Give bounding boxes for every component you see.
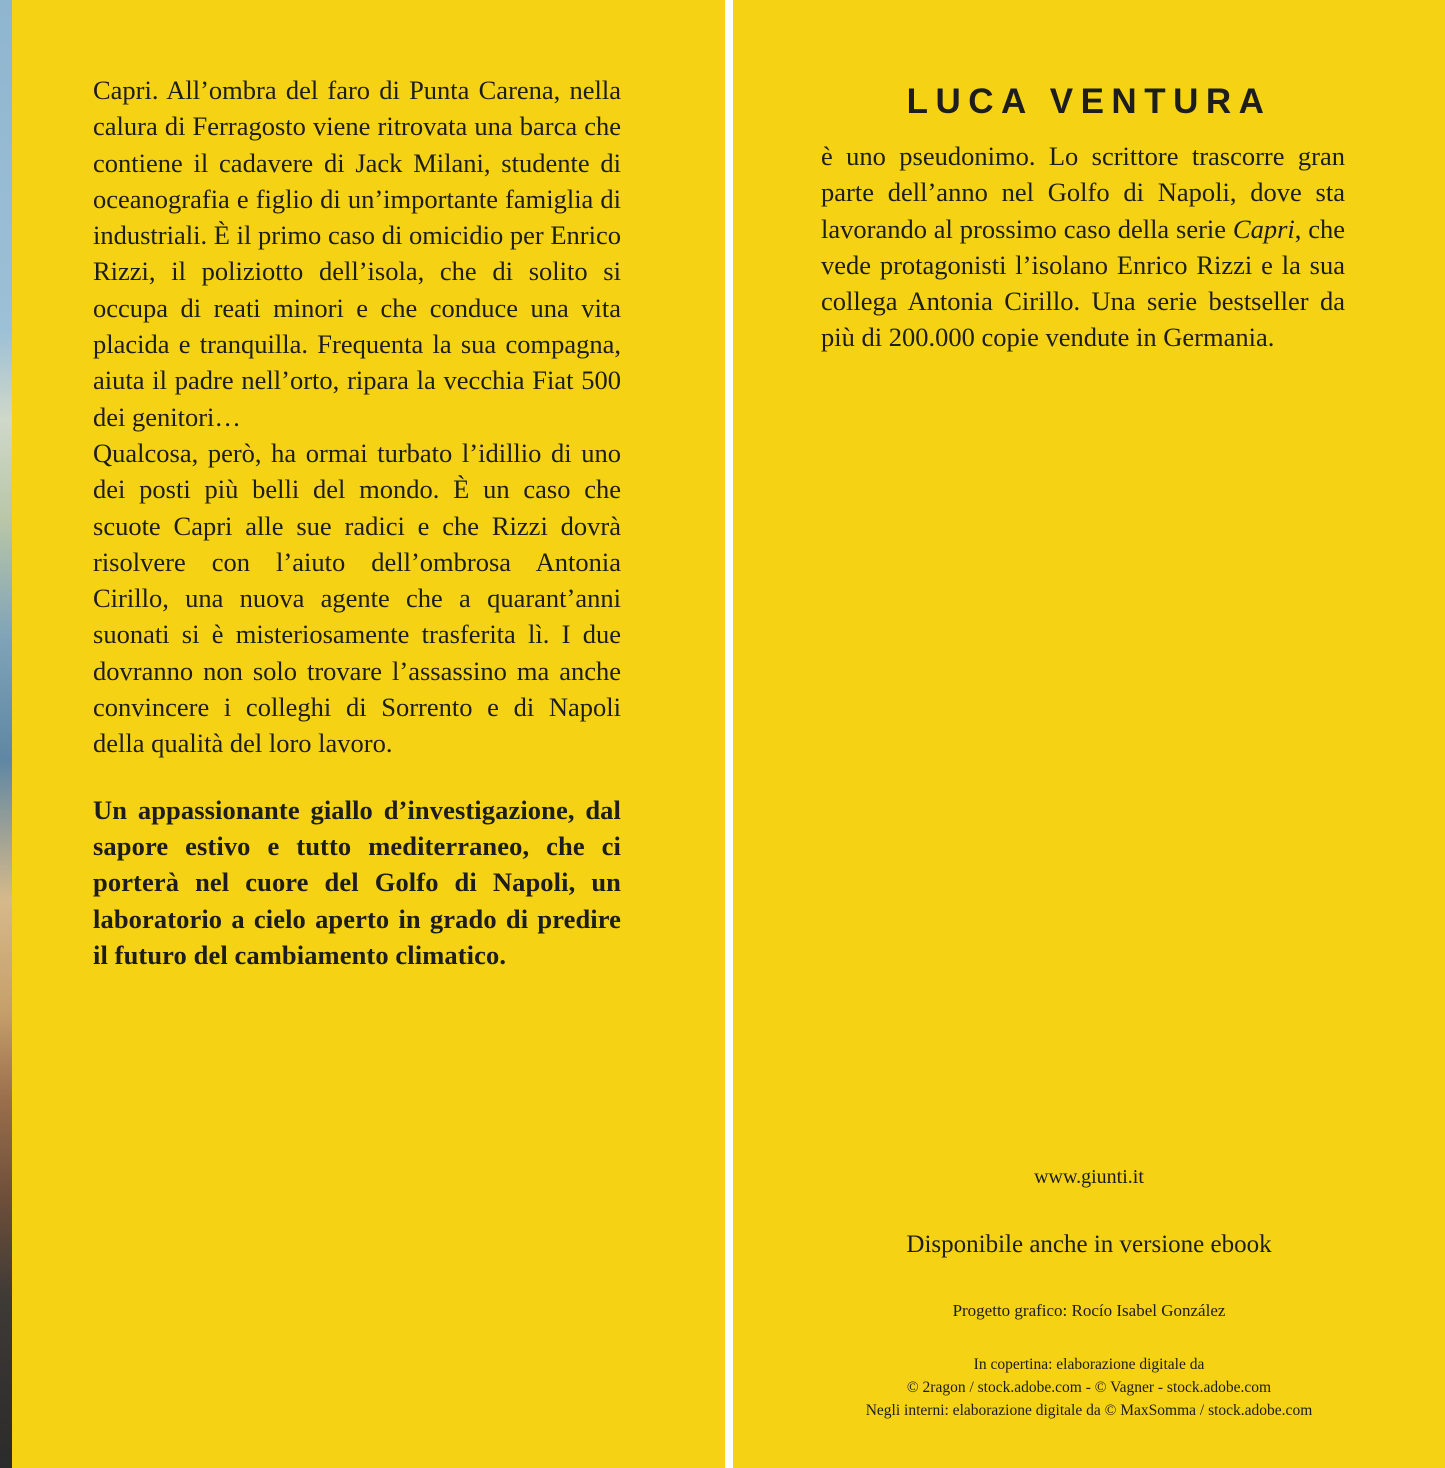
author-bio-text <box>821 138 1345 356</box>
author-bio-part1: è uno pseudonimo. Lo scrittore trascorre gran parte dell’anno nel Golfo di Napoli, dove sta lavorando al prossimo caso della serie <box>821 141 1345 244</box>
author-flap-panel <box>733 0 1445 1468</box>
series-title: Capri <box>1232 213 1295 244</box>
cover-credits <box>733 1353 1445 1422</box>
panel-divider <box>725 0 733 1468</box>
author-bio-part2: , che vede protagonisti l’isolano Enrico Rizzi e la sua collega Antonia Cirillo. Una serie bestseller da più di 200.000 copie vendute in Germania. <box>821 213 1346 353</box>
ebook-availability-note: Disponibile anche in versione ebook <box>906 1231 1272 1258</box>
blurb-paragraph-2: Qualcosa, però, ha ormai turbato l’idillio di uno dei posti più belli del mondo. È un caso che scuote Capri alle sue radici e che Rizzi dovrà risolvere con l’aiuto dell’ombrosa Antonia Cirillo, una nuova agente che a quarant’anni suonati si è misteriosamente trasferita lì. I due dovranno non solo trovare l’assassino ma anche convincere i colleghi di Sorrento e di Napoli della qualità del loro lavoro. <box>93 437 621 759</box>
cover-credit-line-3: Negli interni: elaborazione digitale da © MaxSomma / stock.adobe.com <box>865 1402 1313 1419</box>
blurb-paragraph-1: Capri. All’ombra del faro di Punta Carena, nella calura di Ferragosto viene ritrovata una barca che contiene il cadavere di Jack Milani, studente di oceanografia e figlio di un’importante famiglia di industriali. È il primo caso di omicidio per Enrico Rizzi, il poliziotto dell’isola, che di solito si occupa di reati minori e che conduce una vita placida e tranquilla. Frequenta la sua compagna, aiuta il padre nell’orto, ripara la vecchia Fiat 500 dei genitori… <box>93 75 621 432</box>
back-cover-blurb <box>93 72 621 973</box>
flap-footer <box>733 1166 1445 1422</box>
cover-image-edge-strip <box>0 0 12 1468</box>
cover-credit-line-2: © 2ragon / stock.adobe.com - © Vagner - stock.adobe.com <box>906 1379 1272 1396</box>
author-bio <box>821 138 1345 356</box>
blurb-highlight: Un appassionante giallo d’investigazione, dal sapore estivo e tutto mediterraneo, che ci porterà nel cuore del Golfo di Napoli, un laboratorio a cielo aperto in grado di predire il futuro del cambiamento climatico. <box>93 794 621 970</box>
author-name: LUCA VENTURA <box>906 82 1272 121</box>
back-cover-panel <box>12 0 725 1468</box>
design-credit: Progetto grafico: Rocío Isabel González <box>952 1301 1226 1320</box>
cover-credit-line-1: In copertina: elaborazione digitale da <box>973 1356 1205 1373</box>
publisher-website[interactable]: www.giunti.it <box>1034 1166 1144 1188</box>
